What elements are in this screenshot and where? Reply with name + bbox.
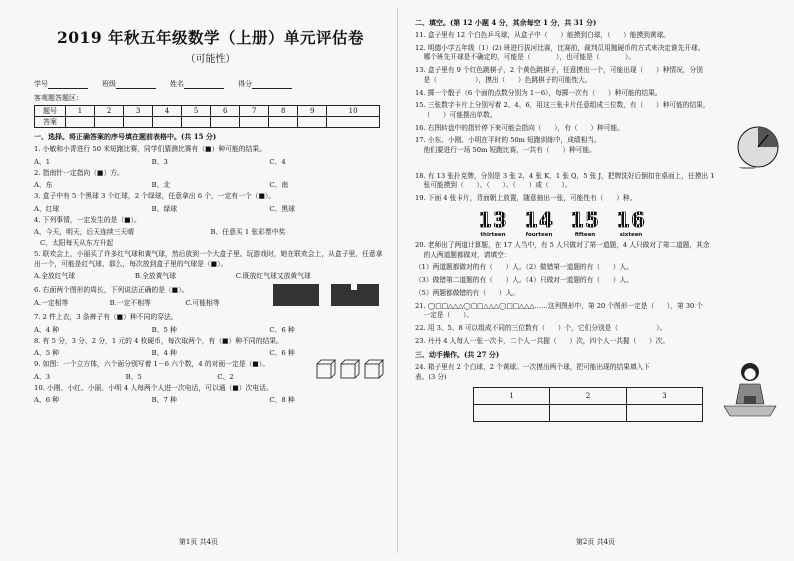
question-23: 23. 丹丹 4 人每人一张一次卡，二个人一共握（ ）次，四个人一共握（ ）次。 xyxy=(415,336,670,345)
option: C、黑球 xyxy=(269,204,295,213)
option: A、3 xyxy=(34,372,51,381)
question-20-part-3: （5）两题都做错的有（ ）人。 xyxy=(415,288,519,297)
option: A、4 种 xyxy=(34,325,59,334)
question-17: 17. 小东、小刚、小明在平时的 50m 短跑训练中，成绩相当。 他们要进行一场 50m 短跑比赛，一共有（ ）种可能。 xyxy=(415,136,601,155)
answer-table-header: 题号 xyxy=(35,106,66,117)
question-num: 6 xyxy=(211,106,240,117)
name-label: 姓名 xyxy=(170,80,184,88)
card-number: 14 xyxy=(521,208,557,232)
question-num: 4 xyxy=(153,106,182,117)
card-word: thirteen xyxy=(480,231,506,238)
card-number: 13 xyxy=(475,208,511,232)
number-card xyxy=(613,208,649,238)
question-num: 9 xyxy=(298,106,327,117)
score-field[interactable] xyxy=(252,80,292,89)
result-cell[interactable] xyxy=(474,404,550,421)
option: A、1 xyxy=(34,157,51,166)
option: B、5 种 xyxy=(151,325,177,334)
page-2-footer: 第2页 共4页 xyxy=(575,538,616,546)
question-num: 5 xyxy=(182,106,211,117)
question-14: 14. 掷一个骰子（6 个面的点数分别为 1－6），每掷一次有（ ）种可能的结果。 xyxy=(415,88,662,97)
option: B.一定不相等 xyxy=(109,298,151,307)
question-7: 7. 2 件上衣，3 条裤子有（■）种不同的穿法。 xyxy=(34,313,178,322)
option: B、5 xyxy=(125,372,142,381)
number-cards xyxy=(475,208,780,238)
question-4-option-c-row xyxy=(34,237,387,247)
option: C、2 xyxy=(217,372,234,381)
spinner-icon xyxy=(736,125,780,169)
question-10-options xyxy=(34,394,387,404)
option: B、任意买 1 张彩票中奖 xyxy=(210,228,286,237)
option: C.既放红气球又放黄气球 xyxy=(235,272,311,281)
question-19: 19. 下面 4 张卡片，背面朝上放置，随意抽出一张，可能性有（ ）种。 xyxy=(415,194,637,203)
question-13: 13. 盒子里有 9 个红色跳棋子，2 个黄色跳棋子，任意摸出一个，可能出现（ ）种情况，分别 是（ ），摸出（ ）色跳棋子的可能性大。 xyxy=(415,66,703,84)
option: B.全放黄气球 xyxy=(134,272,176,281)
section-2-heading: 二、填空。(第 12 小题 4 分，其余每空 1 分，共 31 分) xyxy=(415,18,597,27)
question-num: 2 xyxy=(95,106,124,117)
question-8-options xyxy=(34,347,387,357)
question-9-row xyxy=(34,357,387,381)
student-id-field[interactable] xyxy=(48,80,88,89)
question-8: 8. 有 5 分，3 分，2 分，1 元的 4 枚硬币，每次取两个，有（■）种不同的结果。 xyxy=(34,336,283,345)
exam-title: 2019 年秋五年级数学（上册）单元评估卷 xyxy=(56,28,365,47)
card-number: 15 xyxy=(567,208,603,232)
question-20-part-2: （3）做错第二道题的有（ ）人。（4）只做对一道题的有（ ）人。 xyxy=(415,276,633,285)
result-cell[interactable] xyxy=(626,404,702,421)
question-1: 1. 小敏和小青进行 50 米短跑比赛，同学们猜测比赛有（■）种可能的结果。 xyxy=(34,145,266,153)
option: A、6 种 xyxy=(34,396,59,405)
answer-cell[interactable] xyxy=(269,117,298,128)
answer-cell[interactable] xyxy=(298,117,327,128)
perimeter-figures xyxy=(267,280,387,310)
result-header: 1 xyxy=(474,387,550,404)
answer-cell[interactable] xyxy=(182,117,211,128)
number-card xyxy=(567,208,603,238)
question-4: 4. 下列事情，一定发生的是（■）。 xyxy=(34,215,141,224)
option: C、6 种 xyxy=(269,325,295,334)
class-field[interactable] xyxy=(116,80,156,89)
option: C、8 种 xyxy=(269,396,295,405)
option: A、5 种 xyxy=(34,349,59,358)
option: A.全放红气球 xyxy=(34,272,76,281)
question-11: 11. 盒子里有 12 个白色乒乓球，从盒子中（ ）能摸到白球，（ ）能摸到黄球。 xyxy=(415,31,670,39)
question-3: 3. 盒子中有 5 个黑球 3 个红球，2 个绿球，任意拿出 6 个，一定有一个（■）。 xyxy=(34,192,276,201)
card-word: sixteen xyxy=(619,231,643,238)
option: B、7 种 xyxy=(151,396,177,405)
question-9-options xyxy=(34,371,309,381)
answer-cell[interactable] xyxy=(95,117,124,128)
question-21: 21. ◯□□△△△◯□□△△△◯□□△△△……这列图形中，第 20 个图形一定是（ ），第 30 个 一定是（ ）。 xyxy=(415,301,704,320)
question-12: 12. 明德小学五年级（1）(2) 班进行拔河比赛，比赛前，裁判员用抛硬币的方式来决定谁先开球。 哪个班先开球是不确定的，可能是（ ），也可能是（ ）。 xyxy=(415,43,705,62)
result-cell[interactable] xyxy=(550,404,626,421)
result-header: 3 xyxy=(626,387,702,404)
name-field[interactable] xyxy=(184,80,224,89)
question-9: 9. 如图：一个立方体，六个面分别写着 1－6 六个数，4 的对面一定是（■）。 xyxy=(34,360,270,369)
question-3-options xyxy=(34,203,387,213)
card-word: fifteen xyxy=(574,231,596,238)
answer-cell[interactable] xyxy=(66,117,95,128)
answer-table xyxy=(34,105,380,128)
girl-illustration xyxy=(720,360,780,418)
section-1-heading: 一、选择。将正确答案的序号填在题前表格中。(共 15 分) xyxy=(34,132,217,141)
option: A、东 xyxy=(34,181,53,190)
option: A.一定相等 xyxy=(34,298,69,307)
student-id-label: 学号 xyxy=(34,80,48,88)
page-1-footer: 第1页 共4页 xyxy=(178,538,219,546)
question-num: 7 xyxy=(240,106,269,117)
question-16: 16. 右图转盘中的指针停下来可能会指向（ ），有（ ）种可能。 xyxy=(415,123,624,132)
question-7-options xyxy=(34,324,387,334)
option: B、北 xyxy=(151,181,171,190)
option: C、6 种 xyxy=(269,349,295,358)
question-6: 6. 右面两个图形的周长，下列说法正确的是（■）。 xyxy=(34,286,189,295)
score-label: 得分 xyxy=(238,80,252,88)
objective-area-label: 客观题答题区： xyxy=(34,94,83,102)
question-22: 22. 用 3、5、8 可以组成不同的三位数有（ ）个，它们分别是（ ）。 xyxy=(415,323,667,332)
card-word: fourteen xyxy=(525,231,553,238)
question-20-part-1: （1）两道题都做对的有（ ）人。（2）做错第一道题的有（ ）人。 xyxy=(415,263,633,272)
question-1-options xyxy=(34,156,387,166)
result-header: 2 xyxy=(550,387,626,404)
student-info xyxy=(34,79,387,89)
option: C、太阳每天从东方升起 xyxy=(40,239,114,248)
answer-cell[interactable] xyxy=(240,117,269,128)
question-6-options xyxy=(34,297,261,307)
number-card xyxy=(475,208,511,238)
card-number: 16 xyxy=(613,208,649,232)
option: C、南 xyxy=(269,181,289,190)
question-10: 10. 小刚、小红、小丽、小明 4 人每两个人进一次电话，可以通（■）次电话。 xyxy=(34,383,273,392)
question-24: 24. 箱子里有 2 个白球，2 个黄球。一次摸出两个球，把可能出现的结果填入下 表。(3 分) xyxy=(415,363,650,382)
question-2: 2. 指南针一定指向（■）方。 xyxy=(34,168,124,177)
question-24-row xyxy=(415,360,780,421)
question-16-17-row xyxy=(415,121,780,169)
option: A、今天，明天，后天连续三天晴 xyxy=(34,228,135,237)
question-15: 15. 三张数字卡片上分别写着 2、4、6，用这三张卡片任意组成三位数，有（ ）种可能的结果， （ ）可能摆出单数。 xyxy=(415,101,710,120)
question-6-row xyxy=(34,280,387,310)
answer-cell[interactable] xyxy=(153,117,182,128)
question-4-options xyxy=(34,226,387,236)
answer-cell[interactable] xyxy=(327,117,380,128)
section-3-heading: 三、动手操作。(共 27 分) xyxy=(415,350,500,360)
question-5: 5. 联欢会上，小丽买了许多红气球和黄气球，然后放到一个大盒子里。玩游戏时，她在联欢会上，从盒子里，任意拿出一个，可能是红气球，那么，每次放到盒子里的气球是（■）。 xyxy=(34,250,383,268)
cube-icons xyxy=(315,358,387,380)
question-num: 10 xyxy=(327,106,380,117)
answer-cell[interactable] xyxy=(124,117,153,128)
option: C.可能相等 xyxy=(185,298,220,307)
question-num: 3 xyxy=(124,106,153,117)
question-2-options xyxy=(34,179,387,189)
option: B、绿球 xyxy=(151,204,178,213)
exam-subtitle: （可能性） xyxy=(185,54,236,65)
question-5-options xyxy=(34,270,387,280)
class-label: 班级 xyxy=(102,80,116,88)
answer-row-label: 答案 xyxy=(35,117,66,128)
question-18: 18. 有 13 张扑克牌，分别是 3 张 2，4 张 K，1 张 Q，5 张 J，把牌洗好后倒扣在桌面上，任摸出 1 张可能摸到（ ）、（ ）、（ ）或（ ）。 xyxy=(415,171,715,190)
question-num: 1 xyxy=(66,106,95,117)
question-20: 20. 老师出了两道计算题，在 17 人当中，有 5 人只做对了第一道题，4 人只做对了第二道题，其余 的人两道题都做对，请填空： xyxy=(415,240,710,259)
number-card xyxy=(521,208,557,238)
answer-cell[interactable] xyxy=(211,117,240,128)
result-table xyxy=(473,387,703,422)
question-num: 8 xyxy=(269,106,298,117)
option: B、3 xyxy=(151,157,168,166)
option: C、4 xyxy=(269,157,286,166)
option: A、红球 xyxy=(34,204,60,213)
page-2 xyxy=(397,0,794,561)
option: B、4 种 xyxy=(151,349,177,358)
